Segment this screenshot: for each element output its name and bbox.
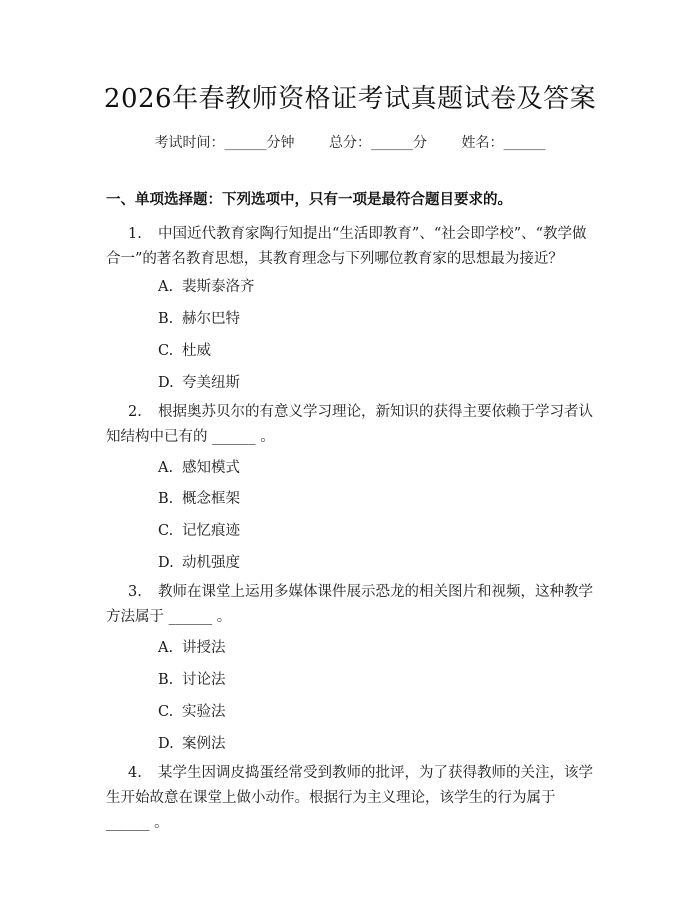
question-4 — [106, 761, 601, 836]
option-text: 裴斯泰洛齐 — [182, 279, 255, 295]
option-text: 实验法 — [182, 704, 226, 720]
option-text: 杜威 — [182, 343, 211, 359]
exam-meta — [0, 132, 700, 152]
option-3d[interactable] — [158, 732, 226, 753]
option-text: 概念框架 — [182, 491, 240, 507]
option-letter: B. — [158, 672, 174, 688]
option-3b[interactable] — [158, 668, 226, 689]
question-text: 根据奥苏贝尔的有意义学习理论，新知识的获得主要依赖于学习者认知结构中已有的 ______ 。 — [106, 404, 593, 445]
option-letter: A. — [158, 279, 174, 295]
option-text: 赫尔巴特 — [182, 311, 240, 327]
question-text: 某学生因调皮捣蛋经常受到教师的批评，为了获得教师的关注，该学生开始故意在课堂上做小动作。根据行为主义理论，该学生的行为属于 ______ 。 — [106, 765, 593, 831]
option-text: 讨论法 — [182, 672, 226, 688]
question-1 — [106, 222, 601, 272]
option-letter: C. — [158, 704, 174, 720]
option-letter: C. — [158, 523, 174, 539]
option-1a[interactable] — [158, 275, 255, 296]
question-number: 2. — [128, 404, 142, 420]
exam-time: 考试时间：______分钟 — [154, 135, 295, 151]
question-number: 3. — [128, 584, 142, 600]
page-title: 2026年春教师资格证考试真题试卷及答案 — [103, 84, 597, 114]
option-letter: A. — [158, 640, 174, 656]
question-3 — [106, 580, 601, 630]
option-letter: D. — [158, 375, 174, 391]
option-letter: B. — [158, 311, 174, 327]
question-2 — [106, 400, 601, 450]
option-2b[interactable] — [158, 487, 240, 508]
option-2a[interactable] — [158, 456, 240, 477]
option-text: 感知模式 — [182, 460, 240, 476]
option-letter: D. — [158, 555, 174, 571]
option-text: 案例法 — [182, 736, 226, 752]
total-score: 总分：______分 — [329, 135, 427, 151]
option-letter: D. — [158, 736, 174, 752]
option-3c[interactable] — [158, 700, 226, 721]
option-text: 夸美纽斯 — [182, 375, 240, 391]
question-number: 4. — [128, 765, 142, 781]
option-3a[interactable] — [158, 636, 226, 657]
option-text: 记忆痕迹 — [182, 523, 240, 539]
option-2c[interactable] — [158, 519, 240, 540]
question-number: 1. — [128, 226, 142, 242]
option-1c[interactable] — [158, 339, 211, 360]
student-name: 姓名：______ — [461, 135, 546, 151]
option-letter: C. — [158, 343, 174, 359]
option-text: 动机强度 — [182, 555, 240, 571]
option-text: 讲授法 — [182, 640, 226, 656]
option-letter: B. — [158, 491, 174, 507]
option-1b[interactable] — [158, 307, 240, 328]
option-2d[interactable] — [158, 551, 240, 572]
question-text: 中国近代教育家陶行知提出“生活即教育”、“社会即学校”、“教学做合一”的著名教育思想，其教育理念与下列哪位教育家的思想最为接近？ — [106, 226, 587, 267]
question-text: 教师在课堂上运用多媒体课件展示恐龙的相关图片和视频，这种教学方法属于 ______ 。 — [106, 584, 593, 625]
section-heading: 一、单项选择题：下列选项中，只有一项是最符合题目要求的。 — [106, 191, 512, 208]
option-1d[interactable] — [158, 371, 240, 392]
option-letter: A. — [158, 460, 174, 476]
